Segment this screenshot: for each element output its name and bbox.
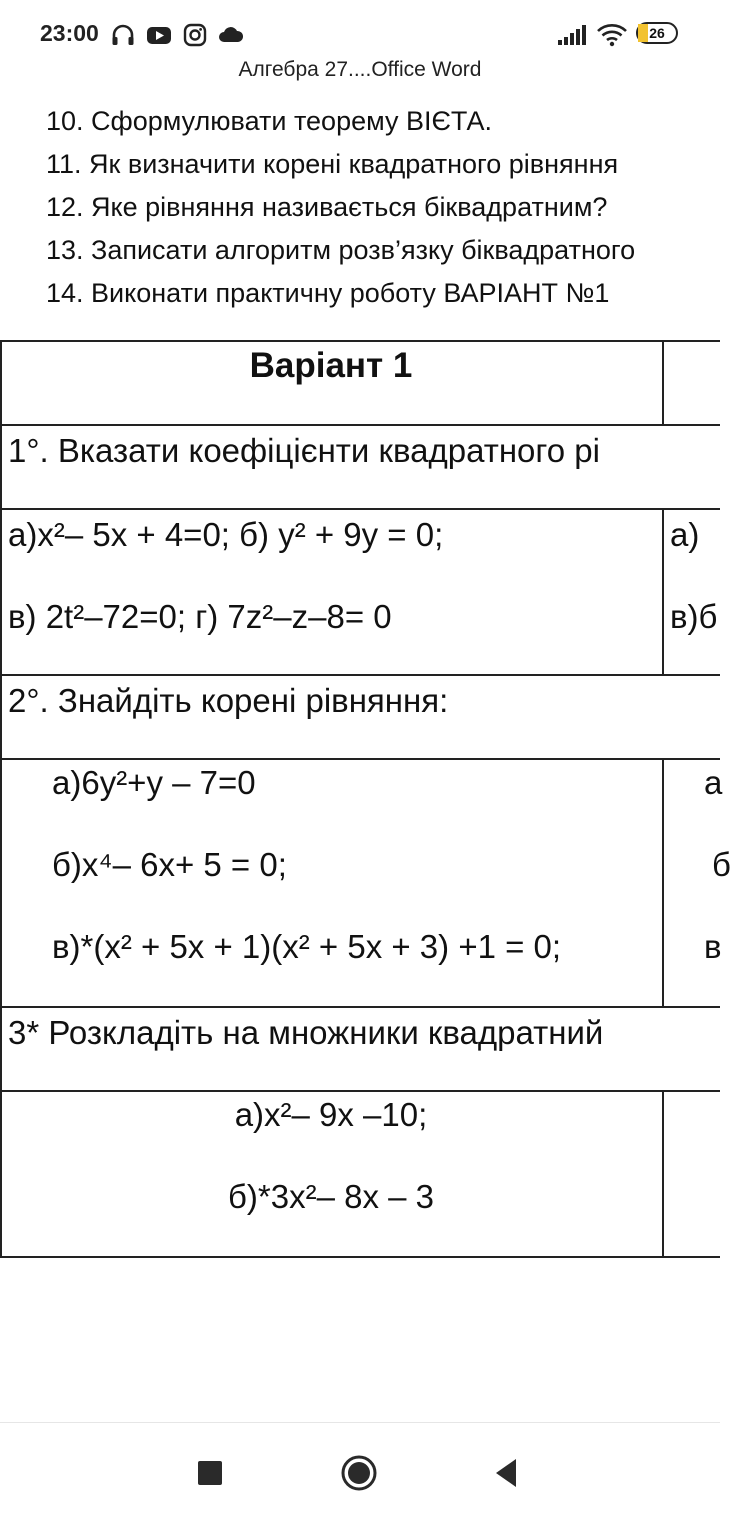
task1-right-b: в)б — [670, 598, 718, 635]
question-item: 10. Сформулювати теорему ВІЄТА. — [46, 106, 492, 136]
home-icon[interactable] — [338, 1453, 380, 1493]
table-line — [0, 1090, 720, 1092]
navigation-bar — [0, 1422, 720, 1521]
question-list — [46, 100, 720, 315]
task1-line-a: а)x²– 5x + 4=0; б) y² + 9y = 0; — [8, 516, 444, 553]
question-item: 11. Як визначити корені квадратного рівняння — [46, 149, 619, 179]
variant-header: Варіант 1 — [249, 346, 413, 385]
question-item: 14. Виконати практичну роботу ВАРІАНТ №1 — [46, 278, 610, 308]
headphones-icon — [110, 22, 136, 48]
question-item: 12. Яке рівняння називається біквадратним? — [46, 192, 608, 222]
task2-line-a: а)6y²+y – 7=0 — [52, 764, 256, 801]
table-line — [662, 508, 664, 676]
task2-right-c: в — [704, 928, 722, 965]
task3-line-b: б)*3x²– 8x – 3 — [228, 1178, 434, 1215]
table-line — [0, 340, 720, 342]
table-line — [0, 758, 720, 760]
task2-line-b: б)x⁴– 6x+ 5 = 0; — [52, 846, 287, 883]
task2-title: 2°. Знайдіть корені рівняння: — [8, 682, 449, 719]
task3-line-a: а)x²– 9x –10; — [234, 1096, 428, 1133]
table-line — [662, 340, 664, 426]
instagram-icon — [182, 22, 208, 48]
youtube-icon — [145, 22, 173, 48]
task1-line-b: в) 2t²–72=0; г) 7z²–z–8= 0 — [8, 598, 392, 635]
task2-right-a: а — [704, 764, 723, 801]
cloud-icon — [216, 22, 246, 48]
task1-right-a: а) — [670, 516, 700, 553]
task3-title: 3* Розкладіть на множники квадратний — [8, 1014, 604, 1051]
table-line — [662, 758, 664, 1008]
table-line — [0, 1256, 720, 1258]
wifi-icon — [596, 22, 628, 48]
table-line — [0, 508, 720, 510]
table-line — [662, 1090, 664, 1258]
question-item: 13. Записати алгоритм розв’язку біквадратного — [46, 235, 636, 265]
signal-icon — [556, 22, 588, 48]
variant-table — [0, 340, 731, 1258]
battery-level: 26 — [649, 25, 665, 41]
task1-title: 1°. Вказати коефіцієнти квадратного рі — [8, 432, 600, 469]
task2-line-c: в)*(x² + 5x + 1)(x² + 5x + 3) +1 = 0; — [52, 928, 562, 965]
document-title: Алгебра 27....Office Word — [238, 58, 482, 81]
clock: 23:00 — [40, 20, 99, 46]
table-line — [0, 674, 720, 676]
table-line — [0, 1006, 720, 1008]
task2-right-b: б — [712, 846, 731, 883]
table-line — [0, 424, 720, 426]
back-icon[interactable] — [492, 1453, 520, 1493]
battery-icon — [636, 22, 678, 44]
recent-apps-icon[interactable] — [196, 1453, 224, 1493]
